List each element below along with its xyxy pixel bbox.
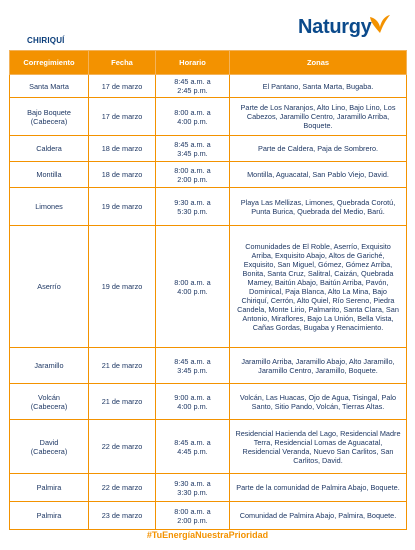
cell-zonas: El Pantano, Santa Marta, Bugaba. bbox=[230, 75, 407, 98]
naturgy-logo bbox=[298, 14, 391, 40]
cell-corregimiento: Bajo Boquete (Cabecera) bbox=[10, 98, 89, 136]
cell-horario: 8:45 a.m. a 3:45 p.m. bbox=[156, 348, 230, 384]
logo-wordmark: Naturgy bbox=[298, 15, 372, 38]
cell-horario: 8:00 a.m. a 4:00 p.m. bbox=[156, 98, 230, 136]
schedule-table-wrapper bbox=[9, 50, 406, 530]
cell-zonas: Parte de Los Naranjos, Alto Lino, Bajo Lino, Los Cabezos, Jaramillo Centro, Jaramillo Arriba, Boquete. bbox=[230, 98, 407, 136]
cell-zonas: Residencial Hacienda del Lago, Residencial Madre Terra, Residencial Lomas de Aguacatal, Residencial Veranda, Nuevo San Carlitos, San Carlitos, David. bbox=[230, 420, 407, 474]
table-row bbox=[10, 384, 407, 420]
cell-fecha: 18 de marzo bbox=[89, 162, 156, 188]
column-header-fecha: Fecha bbox=[89, 51, 156, 75]
table-row bbox=[10, 226, 407, 348]
cell-fecha: 18 de marzo bbox=[89, 136, 156, 162]
table-row bbox=[10, 136, 407, 162]
table-row bbox=[10, 474, 407, 502]
naturgy-butterfly-icon bbox=[369, 13, 391, 35]
cell-fecha: 22 de marzo bbox=[89, 474, 156, 502]
cell-horario: 8:00 a.m. a 4:00 p.m. bbox=[156, 226, 230, 348]
cell-fecha: 17 de marzo bbox=[89, 98, 156, 136]
cell-fecha: 21 de marzo bbox=[89, 348, 156, 384]
cell-horario: 9:00 a.m. a 4:00 p.m. bbox=[156, 384, 230, 420]
cell-fecha: 19 de marzo bbox=[89, 226, 156, 348]
cell-zonas: Playa Las Mellizas, Limones, Quebrada Corotú, Punta Burica, Quebrada del Medio, Barú. bbox=[230, 188, 407, 226]
province-title: CHIRIQUÍ bbox=[27, 36, 65, 45]
cell-zonas: Jaramillo Arriba, Jaramillo Abajo, Alto Jaramillo, Jaramillo Centro, Jaramillo, Boquete. bbox=[230, 348, 407, 384]
cell-zonas: Comunidad de Palmira Abajo, Palmira, Boquete. bbox=[230, 502, 407, 530]
cell-corregimiento: Santa Marta bbox=[10, 75, 89, 98]
table-row bbox=[10, 75, 407, 98]
cell-zonas: Parte de la comunidad de Palmira Abajo, Boquete. bbox=[230, 474, 407, 502]
column-header-horario: Horario bbox=[156, 51, 230, 75]
cell-horario: 8:00 a.m. a 2:00 p.m. bbox=[156, 502, 230, 530]
cell-zonas: Comunidades de El Roble, Aserrío, Exquisito Arriba, Exquisito Abajo, Altos de Gariché, Exquisito, San Miguel, Gómez, Gómez Arriba, Bonita, Santa Cruz, Salitral, Caizán, Quebrada Mamey, Baitún Abajo, Baitún Arriba, Pavón, Dominical, Paja Blanca, Alto La Mina, Bajo Chiriquí, Cerrón, Alto Quiel, Río Sereno, Piedra Candela, Monte Lirio, Palmarito, Santa Clara, San Antonio, Miraflores, Bajo La Unión, Bella Vista, Cañas Gordas, Bugaba y Renacimiento. bbox=[230, 226, 407, 348]
cell-corregimiento: Palmira bbox=[10, 502, 89, 530]
cell-horario: 8:45 a.m. a 4:45 p.m. bbox=[156, 420, 230, 474]
table-row bbox=[10, 420, 407, 474]
cell-fecha: 21 de marzo bbox=[89, 384, 156, 420]
page-header bbox=[0, 0, 415, 50]
table-row bbox=[10, 188, 407, 226]
schedule-table bbox=[9, 50, 407, 530]
cell-corregimiento: Palmira bbox=[10, 474, 89, 502]
cell-horario: 9:30 a.m. a 3:30 p.m. bbox=[156, 474, 230, 502]
footer-hashtag: #TuEnergíaNuestraPrioridad bbox=[146, 530, 269, 540]
table-row bbox=[10, 502, 407, 530]
table-row bbox=[10, 348, 407, 384]
cell-corregimiento: Volcán (Cabecera) bbox=[10, 384, 89, 420]
column-header-corregimiento: Corregimiento bbox=[10, 51, 89, 75]
cell-corregimiento: Limones bbox=[10, 188, 89, 226]
cell-horario: 9:30 a.m. a 5:30 p.m. bbox=[156, 188, 230, 226]
cell-zonas: Montilla, Aguacatal, San Pablo Viejo, David. bbox=[230, 162, 407, 188]
cell-corregimiento: Aserrío bbox=[10, 226, 89, 348]
table-row bbox=[10, 162, 407, 188]
column-header-zonas: Zonas bbox=[230, 51, 407, 75]
table-header-row bbox=[10, 51, 407, 75]
cell-fecha: 22 de marzo bbox=[89, 420, 156, 474]
cell-corregimiento: Caldera bbox=[10, 136, 89, 162]
cell-fecha: 19 de marzo bbox=[89, 188, 156, 226]
cell-fecha: 23 de marzo bbox=[89, 502, 156, 530]
cell-zonas: Volcán, Las Huacas, Ojo de Agua, Tisingal, Palo Santo, Sitio Pando, Volcán, Tierras Altas. bbox=[230, 384, 407, 420]
cell-corregimiento: Jaramillo bbox=[10, 348, 89, 384]
cell-corregimiento: Montilla bbox=[10, 162, 89, 188]
cell-corregimiento: David (Cabecera) bbox=[10, 420, 89, 474]
cell-horario: 8:45 a.m. a 3:45 p.m. bbox=[156, 136, 230, 162]
cell-horario: 8:00 a.m. a 2:00 p.m. bbox=[156, 162, 230, 188]
cell-fecha: 17 de marzo bbox=[89, 75, 156, 98]
cell-zonas: Parte de Caldera, Paja de Sombrero. bbox=[230, 136, 407, 162]
table-row bbox=[10, 98, 407, 136]
cell-horario: 8:45 a.m. a 2:45 p.m. bbox=[156, 75, 230, 98]
